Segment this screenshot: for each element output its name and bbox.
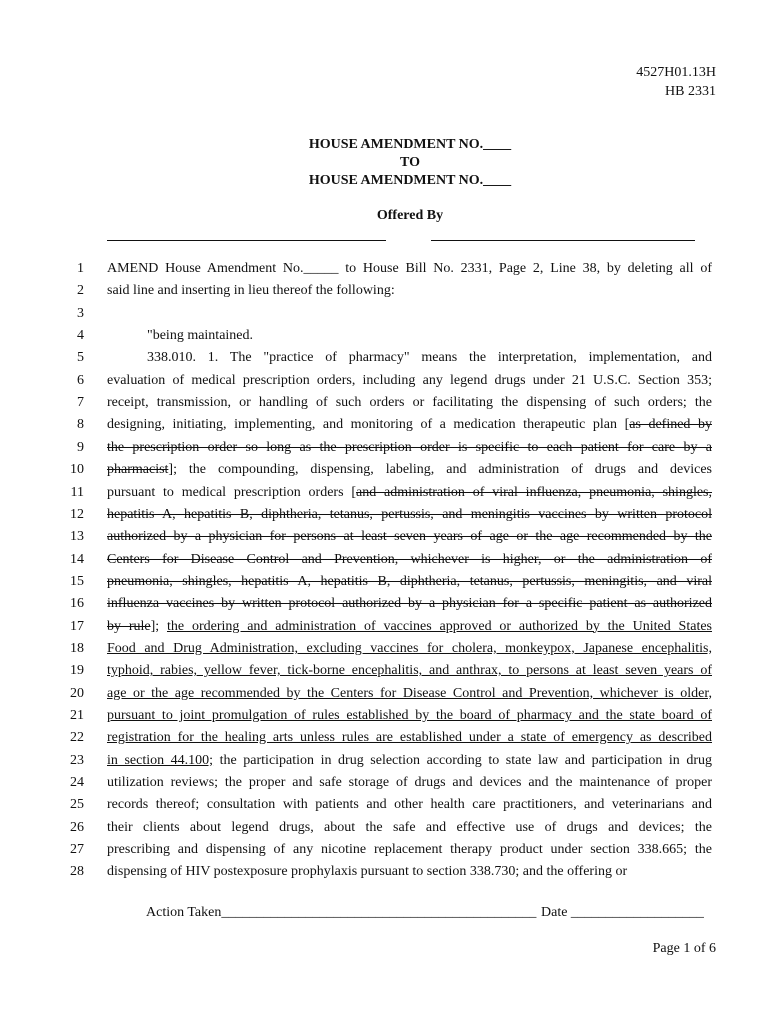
inserted-text: pursuant to joint promulgation of rules established by the board of pharmacy and the state board of: [107, 708, 712, 723]
body-line: [0, 437, 770, 459]
body-line: [0, 280, 770, 302]
line-text: [107, 638, 712, 660]
text-segment: dispensing of HIV postexposure prophylaxis pursuant to section 338.730; and the offering or: [107, 864, 628, 880]
body-line: [0, 750, 770, 772]
line-number: 21: [70, 708, 84, 723]
line-number: 9: [77, 439, 84, 455]
deleted-text: authorized by a physician for persons at least seven years of age or the age recommended by the: [107, 529, 712, 545]
text-segment: pursuant to medical prescription orders [: [107, 484, 357, 500]
body-line: [0, 593, 770, 615]
line-number: 22: [70, 730, 84, 746]
line-number: 20: [70, 685, 84, 701]
body-line: [0, 482, 770, 504]
line-text: [107, 437, 712, 459]
body-line: [0, 660, 770, 682]
text-segment: ]; the compounding, dispensing, labeling, and administration of drugs and devices: [168, 462, 712, 478]
body-line: [0, 705, 770, 727]
text-segment: 338.010. 1. The "practice of pharmacy" means the interpretation, implementation, and: [147, 350, 712, 366]
body-line: [0, 571, 770, 593]
line-text: [107, 616, 712, 638]
deleted-text: as defined by: [629, 417, 712, 433]
text-segment: prescribing and dispensing of any nicotine replacement therapy product under section 338.665; the: [107, 842, 712, 858]
body-line: [0, 303, 770, 325]
line-text: [107, 549, 712, 571]
inserted-text: registration for the healing arts unless rules are established under a state of emergency as described: [107, 730, 712, 746]
line-number: 23: [70, 752, 84, 768]
amendment-to: TO: [400, 155, 420, 170]
line-text: [107, 347, 712, 369]
signature-line-left: [107, 240, 386, 241]
line-text: [107, 258, 712, 280]
line-number: 18: [70, 640, 84, 656]
line-text: [107, 660, 712, 682]
line-text: [107, 727, 712, 749]
text-segment: utilization reviews; the proper and safe storage of drugs and devices and the maintenance of proper: [107, 775, 712, 791]
signature-line-right: [431, 240, 695, 241]
line-number: 24: [70, 775, 84, 791]
line-text: [107, 794, 712, 816]
line-text: [107, 482, 712, 504]
body-line: [0, 549, 770, 571]
body-line: [0, 638, 770, 660]
deleted-text: and administration of viral influenza, pneumonia, shingles,: [356, 484, 712, 500]
text-segment: the participation in drug selection according to state law and participation in drug: [213, 752, 712, 768]
text-segment: ];: [150, 618, 167, 634]
line-text: [107, 593, 712, 615]
line-number: 10: [70, 462, 84, 478]
page-number: Page 1 of 6: [652, 941, 716, 956]
body-line: [0, 370, 770, 392]
action-taken-field: Action Taken_____________________________________________: [146, 905, 537, 920]
deleted-text: by rule: [107, 618, 151, 634]
line-number: 3: [77, 305, 84, 321]
line-number: 16: [70, 596, 84, 612]
line-text: [107, 303, 712, 325]
body-line: [0, 459, 770, 481]
body-line: [0, 794, 770, 816]
body-line: [0, 526, 770, 548]
line-text: [107, 370, 712, 392]
deleted-text: pharmacist: [107, 462, 169, 478]
line-number: 28: [70, 864, 84, 880]
body-line: [0, 772, 770, 794]
text-segment: "being maintained.: [147, 328, 254, 344]
body-line: [0, 616, 770, 638]
inserted-text: Food and Drug Administration, excluding vaccines for cholera, monkeypox, Japanese encephalitis,: [107, 640, 712, 656]
deleted-text: hepatitis A, hepatitis B, diphtheria, tetanus, pertussis, and meningitis vaccines by written protocol: [107, 506, 712, 522]
text-segment: evaluation of medical prescription orders, including any legend drugs under 21 U.S.C. Section 353;: [107, 372, 712, 388]
line-text: [107, 839, 712, 861]
body-line: [0, 727, 770, 749]
line-number: 5: [77, 350, 84, 366]
document-id: 4527H01.13H: [636, 65, 716, 80]
line-number: 17: [70, 618, 84, 634]
line-number: 12: [70, 506, 84, 522]
line-text: [107, 772, 712, 794]
text-segment: said line and inserting in lieu thereof the following:: [107, 283, 395, 299]
line-number: 15: [70, 573, 84, 589]
line-text: [107, 571, 712, 593]
line-number: 7: [77, 395, 84, 411]
body-line: [0, 325, 770, 347]
deleted-text: pneumonia, shingles, hepatitis A, hepatitis B, diphtheria, tetanus, pertussis, meningitis, and viral: [107, 573, 712, 589]
body-line: [0, 414, 770, 436]
line-text: [107, 705, 712, 727]
line-number: 19: [70, 663, 84, 679]
body-line: [0, 504, 770, 526]
line-number: 27: [70, 842, 84, 858]
inserted-text: age or the age recommended by the Centers for Disease Control and Prevention, whichever is older,: [107, 685, 712, 701]
text-segment: their clients about legend drugs, about the safe and effective use of drugs and devices; the: [107, 819, 712, 835]
date-field: Date ___________________: [541, 905, 704, 920]
line-text: [107, 504, 712, 526]
line-text: [107, 325, 712, 347]
inserted-text: typhoid, rabies, yellow fever, tick-borne encephalitis, and anthrax, to persons at least seven years of: [107, 663, 712, 679]
line-number: 1: [77, 261, 84, 276]
line-text: [107, 750, 712, 772]
line-number: 4: [77, 328, 84, 344]
line-text: [107, 526, 712, 548]
line-number: 25: [70, 797, 84, 813]
line-number: 26: [70, 819, 84, 835]
body-line: [0, 861, 770, 883]
inserted-text: in section 44.100;: [107, 752, 214, 768]
body-line: [0, 683, 770, 705]
deleted-text: the prescription order so long as the prescription order is specific to each patient for care by a: [107, 439, 712, 455]
line-number: 2: [77, 283, 84, 299]
text-segment: records thereof; consultation with patients and other health care practitioners, and veterinarians and: [107, 797, 712, 813]
line-text: [107, 861, 712, 883]
body-line: [0, 817, 770, 839]
line-text: [107, 459, 712, 481]
line-number: 6: [77, 372, 84, 388]
line-number: 13: [70, 529, 84, 545]
body-line: [0, 839, 770, 861]
line-text: [107, 280, 712, 302]
body-line: [0, 258, 770, 280]
line-number: 14: [70, 551, 84, 567]
body-line: [0, 392, 770, 414]
offered-by: Offered By: [376, 208, 444, 223]
line-number: 8: [77, 417, 84, 433]
amendment-subtitle: HOUSE AMENDMENT NO.____: [308, 173, 512, 188]
line-text: [107, 414, 712, 436]
line-text: [107, 683, 712, 705]
bill-number: HB 2331: [665, 84, 716, 99]
deleted-text: Centers for Disease Control and Prevention, whichever is higher, or the administration of: [107, 551, 712, 567]
text-segment: designing, initiating, implementing, and monitoring of a medication therapeutic plan [: [107, 417, 630, 433]
body-line: [0, 347, 770, 369]
text-segment: receipt, transmission, or handling of such orders or facilitating the dispensing of such orders; the: [107, 395, 712, 411]
amendment-title: HOUSE AMENDMENT NO.____: [308, 137, 512, 152]
text-segment: AMEND House Amendment No._____ to House Bill No. 2331, Page 2, Line 38, by deleting all of: [107, 261, 712, 276]
deleted-text: influenza vaccines by written protocol authorized by a physician for a specific patient as authorized: [107, 596, 712, 612]
line-text: [107, 817, 712, 839]
line-number: 11: [70, 484, 84, 500]
inserted-text: the ordering and administration of vaccines approved or authorized by the United States: [167, 618, 712, 634]
line-text: [107, 392, 712, 414]
